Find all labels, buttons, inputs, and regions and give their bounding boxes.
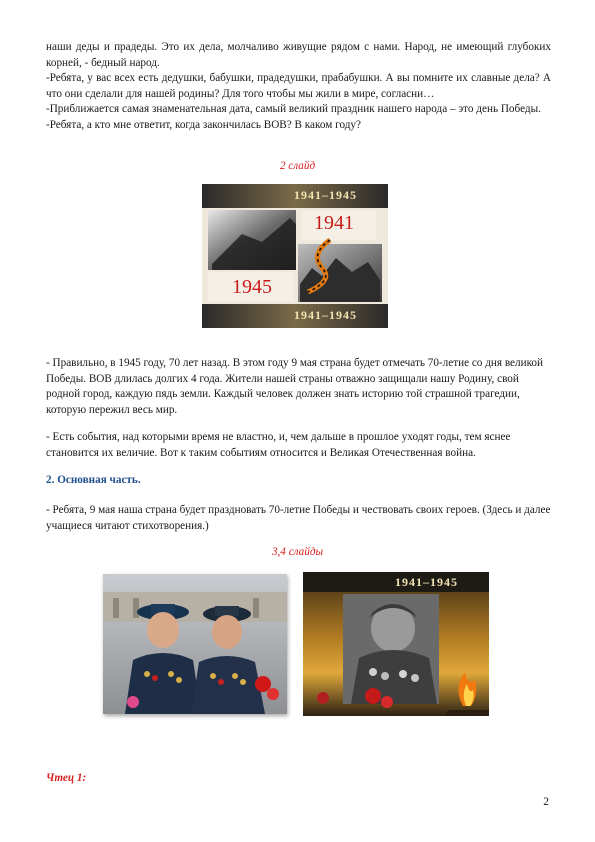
slide-2-year-1945: 1945 bbox=[232, 276, 272, 298]
slide-2-label: 2 слайд bbox=[279, 160, 316, 172]
slide-2-image bbox=[202, 184, 388, 328]
main-paragraph: - Ребята, 9 мая наша страна будет праздновать 70-летие Победы и чествовать своих героев. (Здесь и далее учащиеся читают стихотворения.) bbox=[46, 504, 551, 532]
slide-2-banner-bottom: 1941–1945 bbox=[294, 308, 357, 322]
slide-2-banner-top: 1941–1945 bbox=[294, 188, 357, 202]
section-heading: 2. Основная часть. bbox=[46, 474, 141, 486]
reader-label: Чтец 1: bbox=[46, 772, 87, 784]
slide-4-banner: 1941–1945 bbox=[395, 575, 458, 589]
events-paragraph: - Есть события, над которыми время не властно, и, чем дальше в прошлое уходят годы, тем яснее становится их величие. Вот к таким событиям относится и Великая Отечественная война. bbox=[46, 431, 511, 459]
answer-paragraph: - Правильно, в 1945 году, 70 лет назад. В этом году 9 мая страна будет отмечать 70-летие со дня великой Победы. ВОВ длилась долгих 4 года. Жители нашей страны отважно защищали нашу Родину, свой родной город, каждую пядь земли. Каждый человек должен знать историю той страшной трагедии, которую пережил весь мир. bbox=[46, 357, 544, 416]
page-number: 2 bbox=[543, 796, 549, 808]
intro-text bbox=[46, 40, 551, 133]
slide-4-image bbox=[303, 572, 489, 716]
slide-2-year-1941: 1941 bbox=[314, 212, 354, 234]
slide-3-image bbox=[103, 574, 287, 714]
intro-line-4: -Ребята, а кто мне ответит, когда закончилась ВОВ? В каком году? bbox=[46, 118, 361, 131]
intro-line-3: -Приближается самая знаменательная дата, самый великий праздник нашего народа – это день Победы. bbox=[46, 103, 541, 115]
intro-line-2: -Ребята, у вас всех есть дедушки, бабушки, прадедушки, прабабушки. А вы помните их славные дела? А что они сделали для нашей родины? Для того чтобы мы жили в мире, согласни… bbox=[46, 72, 551, 100]
intro-line-1: наши деды и прадеды. Это их дела, молчаливо живущие рядом с нами. Народ, не имеющий глубоких корней, - бедный народ. bbox=[46, 41, 551, 69]
slides-3-4-label: 3,4 слайды bbox=[271, 546, 324, 558]
